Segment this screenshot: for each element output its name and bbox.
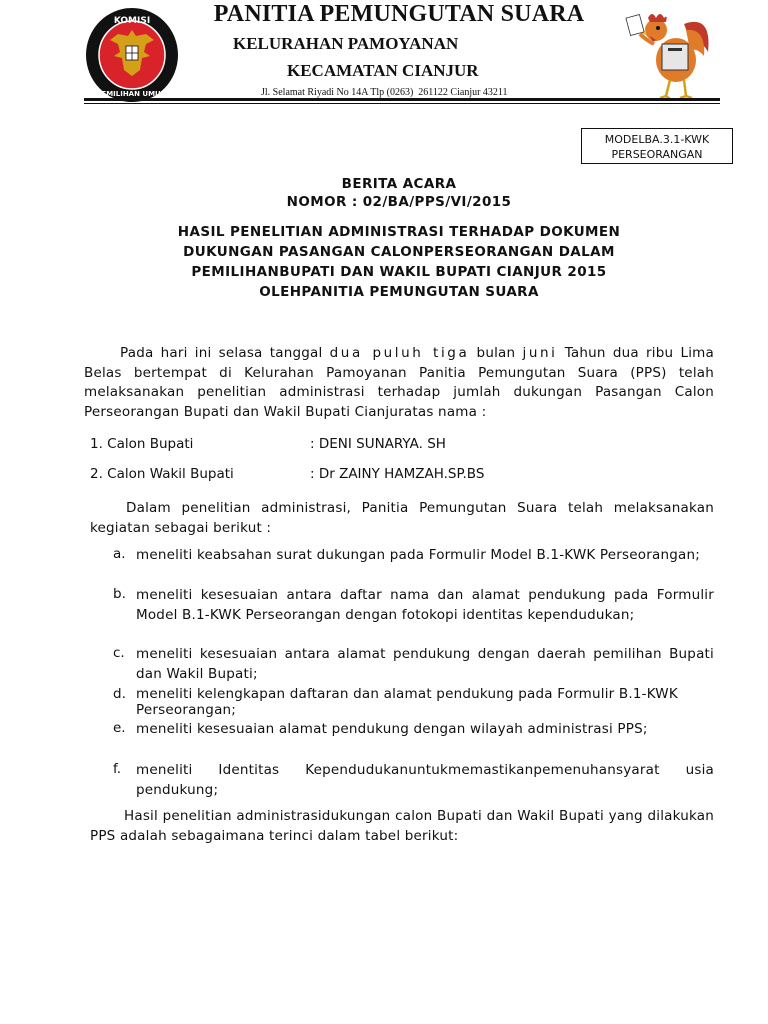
kelurahan-name: KELURAHAN PAMOYANAN [233,34,459,53]
subject-line-1: HASIL PENELITIAN ADMINISTRASI TERHADAP DOKUMEN [177,224,621,240]
doc-number: NOMOR : 02/BA/PPS/VI/2015 [286,194,512,210]
activity-text-d: meneliti kelengkapan daftaran dan alamat pendukung pada Formulir B.1-KWK Perseorangan; [136,686,678,718]
subject-line-3: PEMILIHANBUPATI DAN WAKIL BUPATI CIANJUR 2015 [191,264,607,280]
subject-line-4: OLEHPANITIA PEMUNGUTAN SUARA [259,284,539,300]
candidate-wakil-label: 2. Calon Wakil Bupati [90,466,234,482]
intro-date-words: dua puluh tiga [329,345,470,361]
intro-text-2: bulan [469,345,523,361]
address: Jl. Selamat Riyadi No 14A Tlp (0263) 261122 Cianjur 43211 [261,87,508,98]
activity-text-a: meneliti keabsahan surat dukungan pada Formulir Model B.1-KWK Perseorangan; [136,547,700,563]
rooster-mascot-icon [622,4,718,100]
subject-line-2: DUKUNGAN PASANGAN CALONPERSEORANGAN DALAM [183,244,615,260]
model-code: MODELBA.3.1-KWK [604,133,710,146]
activity-mark-d: d. [113,686,126,702]
penelitian-intro: Dalam penelitian administrasi, Panitia Pemungutan Suara telah melaksanakan kegiatan sebagai berikut : [90,500,714,536]
model-code-box [581,128,733,164]
intro-paragraph [84,344,714,422]
header-rule-thick [84,98,720,101]
kecamatan-name: KECAMATAN CIANJUR [287,61,479,80]
activity-mark-e: e. [113,720,126,736]
activity-mark-b: b. [113,586,126,602]
candidate-wakil-name: : Dr ZAINY HAMZAH.SP.BS [310,466,485,482]
activity-mark-a: a. [113,546,126,562]
activity-text-f: meneliti Identitas Kependudukanuntukmemastikanpemenuhansyarat usia pendukung; [136,762,714,798]
header-rule-thin [84,103,720,104]
page-title: PANITIA PEMUNGUTAN SUARA [213,1,585,27]
activity-mark-c: c. [113,645,125,661]
intro-text-1: Pada hari ini selasa tanggal [120,345,330,361]
model-type: PERSEORANGAN [611,148,703,161]
activity-text-c: meneliti kesesuaian antara alamat pendukung dengan daerah pemilihan Bupati dan Wakil Bupati; [136,646,714,682]
intro-text-3: Tahun dua ribu Lima Belas bertempat di Kelurahan Pamoyanan Panitia Pemungutan Suara (PPS) telah melaksanakan penelitian administrasi terhadap jumlah dukungan Pasangan Calon Perseorangan Bupati dan Wakil Bupati Cianjuratas nama : [84,345,714,420]
candidate-bupati-label: 1. Calon Bupati [90,436,194,452]
activity-text-e: meneliti kesesuaian alamat pendukung dengan wilayah administrasi PPS; [136,721,648,737]
doc-title: BERITA ACARA [341,176,457,192]
activity-text-b: meneliti kesesuaian antara daftar nama dan alamat pendukung pada Formulir Model B.1-KWK Perseorangan dengan fotokopi identitas kependudukan; [136,587,714,623]
logo-text-top: KOMISI [113,16,151,26]
candidate-bupati-name: : DENI SUNARYA. SH [310,436,446,452]
activity-mark-f: f. [113,761,122,777]
hasil-paragraph: Hasil penelitian administrasidukungan calon Bupati dan Wakil Bupati yang dilakukan PPS adalah sebagaimana terinci dalam tabel berikut: [90,808,714,844]
intro-month: juni [522,345,558,361]
logo-text-bottom: PEMILIHAN UMUM [96,90,168,98]
